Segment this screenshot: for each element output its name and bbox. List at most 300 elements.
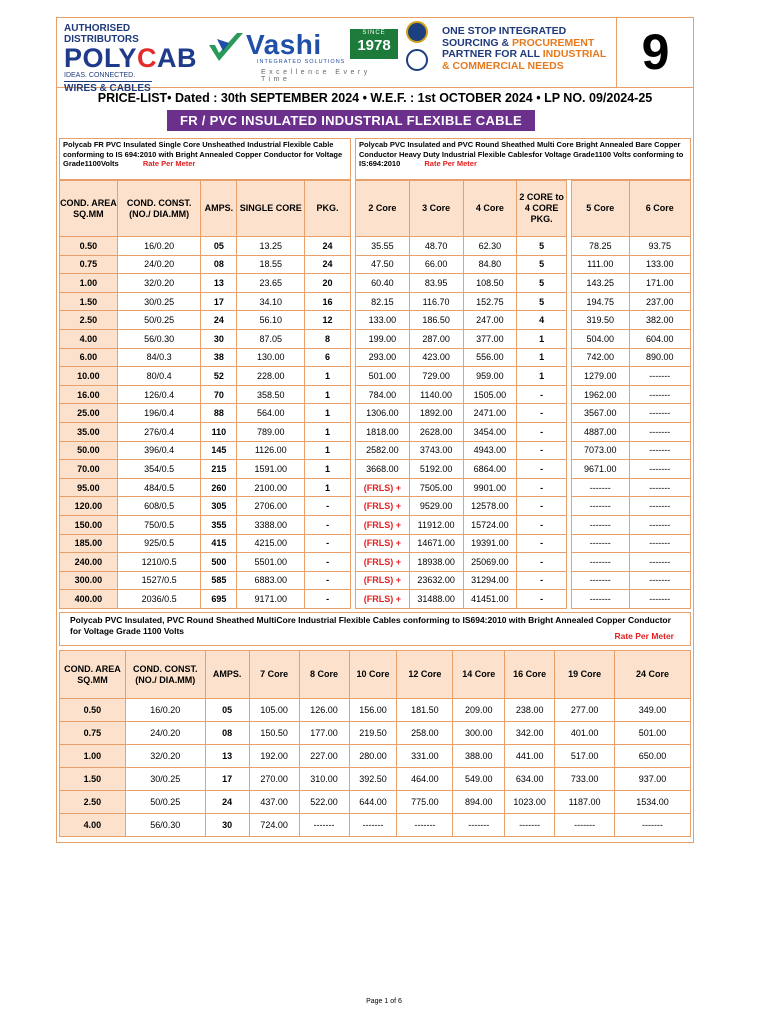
table-cell: -	[517, 460, 567, 479]
table-row	[572, 274, 691, 293]
table-cell: 319.50	[572, 311, 630, 330]
table-cell: 349.00	[615, 699, 691, 722]
table-cell: 93.75	[629, 237, 690, 256]
table-cell: -	[517, 478, 567, 497]
table-cell: 70	[201, 385, 237, 404]
table-cell: 937.00	[615, 768, 691, 791]
table-cell: 209.00	[453, 699, 505, 722]
table-cell: 156.00	[349, 699, 397, 722]
table-cell: 83.95	[409, 274, 463, 293]
table-cell: 9171.00	[237, 590, 305, 609]
table-cell: -------	[505, 814, 555, 837]
table-cell: 9901.00	[463, 478, 517, 497]
table-row	[356, 292, 567, 311]
table-cell: 1	[517, 348, 567, 367]
table-cell: 17	[205, 768, 249, 791]
table-cell: 133.00	[629, 255, 690, 274]
table-row	[356, 255, 567, 274]
table-cell: 18.55	[237, 255, 305, 274]
table-cell: 401.00	[555, 722, 615, 745]
table-cell: 293.00	[356, 348, 410, 367]
column-header: 16 Core	[505, 651, 555, 699]
table-cell: 5	[517, 237, 567, 256]
table-row	[60, 385, 351, 404]
table-cell: 05	[201, 237, 237, 256]
table-cell: 504.00	[572, 329, 630, 348]
table-cell: -	[517, 590, 567, 609]
table-cell: 62.30	[463, 237, 517, 256]
table-cell: 150.50	[249, 722, 299, 745]
table-cell: 300.00	[453, 722, 505, 745]
header	[56, 17, 694, 94]
table2-rate: Rate Per Meter	[614, 631, 674, 641]
table-row	[572, 385, 691, 404]
table-cell: 177.00	[299, 722, 349, 745]
table-cell: 310.00	[299, 768, 349, 791]
table-cell: 105.00	[249, 699, 299, 722]
table-cell: 13	[205, 745, 249, 768]
table-cell: 1306.00	[356, 404, 410, 423]
table-row	[356, 553, 567, 572]
vashi-name: Vashi	[246, 29, 322, 60]
table-cell: 35.00	[60, 422, 118, 441]
since-year: 1978	[357, 37, 391, 54]
table-cell: 12578.00	[463, 497, 517, 516]
onestop-line2a: SOURCING &	[442, 36, 513, 49]
price-line: PRICE-LIST• Dated : 30th SEPTEMBER 2024 • W.E.F. : 1st OCTOBER 2024 • LP NO. 09/2024-25	[97, 91, 653, 105]
table-cell: 260	[201, 478, 237, 497]
table-cell: 150.00	[60, 515, 118, 534]
table-row	[572, 497, 691, 516]
table-cell: -------	[629, 422, 690, 441]
table-cell: 08	[205, 722, 249, 745]
table-row	[572, 590, 691, 609]
table-cell: 441.00	[505, 745, 555, 768]
table-cell: 227.00	[299, 745, 349, 768]
table-cell: 305	[201, 497, 237, 516]
table-cell: 78.25	[572, 237, 630, 256]
table-cell: 6	[305, 348, 351, 367]
table-cell: 84/0.3	[117, 348, 201, 367]
table-cell: 5	[517, 292, 567, 311]
polycab-wordmark	[64, 43, 198, 73]
table-cell: 16/0.20	[117, 237, 201, 256]
table-row	[60, 441, 351, 460]
table-cell: 415	[201, 534, 237, 553]
table-cell: 215	[201, 460, 237, 479]
table-cell: 30/0.25	[117, 292, 201, 311]
table-cell: 247.00	[463, 311, 517, 330]
table-cell: 9671.00	[572, 460, 630, 479]
table-cell: -------	[629, 460, 690, 479]
table-cell: 5192.00	[409, 460, 463, 479]
table1-desc-left-text: Polycab FR PVC Insulated Single Core Unsheathed Industrial Flexible Cable conforming to IS 694:2010 with Bright Annealed Copper Conductor for Voltage Grade1100Volts	[63, 140, 343, 168]
header-row	[60, 651, 691, 699]
table-cell: 423.00	[409, 348, 463, 367]
table2-desc-text: Polycab PVC Insulated, PVC Round Sheathed MultiCore Industrial Flexible Cables conforming to IS694:2010 with Bright Annealed Copper Conductor for Voltage Grade 1100 Volts	[70, 615, 671, 636]
column-header: AMPS.	[205, 651, 249, 699]
since-badge	[350, 29, 398, 59]
table-cell: 775.00	[397, 791, 453, 814]
table-cell: 34.10	[237, 292, 305, 311]
table-cell: 789.00	[237, 422, 305, 441]
table-row	[60, 478, 351, 497]
header-row	[356, 181, 567, 237]
table-row	[572, 348, 691, 367]
table-cell: 729.00	[409, 367, 463, 386]
column-header: AMPS.	[201, 181, 237, 237]
table-cell: (FRLS) +	[356, 478, 410, 497]
table-cell: 08	[201, 255, 237, 274]
table-row	[60, 311, 351, 330]
certification-badges	[406, 21, 430, 83]
table-row	[60, 255, 351, 274]
table-cell: 17	[201, 292, 237, 311]
table-cell: -	[517, 571, 567, 590]
onestop-line3b: INDUSTRIAL	[542, 48, 607, 60]
table-cell: 2.50	[60, 311, 118, 330]
table-row	[60, 348, 351, 367]
table-cell: 1818.00	[356, 422, 410, 441]
brand-poly: POLY	[64, 43, 138, 73]
table-row	[572, 292, 691, 311]
table-cell: 13.25	[237, 237, 305, 256]
table-cell: -------	[555, 814, 615, 837]
since-label: SINCE	[362, 30, 386, 36]
column-header: 19 Core	[555, 651, 615, 699]
table-cell: 358.50	[237, 385, 305, 404]
table-cell: 181.50	[397, 699, 453, 722]
table-cell: 3743.00	[409, 441, 463, 460]
table-cell: 60.40	[356, 274, 410, 293]
table-cell: 199.00	[356, 329, 410, 348]
table-cell: 111.00	[572, 255, 630, 274]
table-cell: 2100.00	[237, 478, 305, 497]
table2-multicore	[59, 650, 691, 837]
onestop-line3a: PARTNER FOR ALL	[442, 48, 543, 60]
table-cell: 400.00	[60, 590, 118, 609]
table-row	[60, 422, 351, 441]
table-cell: 6883.00	[237, 571, 305, 590]
table-row	[572, 255, 691, 274]
table-cell: -	[305, 590, 351, 609]
table-cell: 549.00	[453, 768, 505, 791]
table-row	[572, 571, 691, 590]
table-cell: 608/0.5	[117, 497, 201, 516]
table-cell: 16	[305, 292, 351, 311]
table-cell: 556.00	[463, 348, 517, 367]
table-row	[356, 478, 567, 497]
table-cell: 388.00	[453, 745, 505, 768]
table-cell: 240.00	[60, 553, 118, 572]
table-cell: 66.00	[409, 255, 463, 274]
page-number: 9	[616, 17, 694, 87]
table-cell: -------	[299, 814, 349, 837]
brand-tagline: IDEAS. CONNECTED.	[64, 72, 136, 79]
table-cell: 564.00	[237, 404, 305, 423]
rating-badge-icon	[406, 49, 428, 71]
table-cell: 1187.00	[555, 791, 615, 814]
brand-ab: AB	[157, 43, 198, 73]
table-cell: 1279.00	[572, 367, 630, 386]
table-cell: -------	[572, 534, 630, 553]
table-cell: -------	[629, 553, 690, 572]
table-cell: 1527/0.5	[117, 571, 201, 590]
authorised-label: AUTHORISED DISTRIBUTORS	[64, 23, 139, 45]
table-row	[60, 460, 351, 479]
table-row	[60, 553, 351, 572]
table-cell: 108.50	[463, 274, 517, 293]
table-cell: 634.00	[505, 768, 555, 791]
table-cell: 238.00	[505, 699, 555, 722]
onestop-line1: ONE STOP INTEGRATED	[442, 25, 567, 37]
column-header: 10 Core	[349, 651, 397, 699]
table-cell: 87.05	[237, 329, 305, 348]
table-cell: -	[517, 441, 567, 460]
table-cell: -------	[629, 441, 690, 460]
table-cell: -------	[629, 404, 690, 423]
table-cell: 501.00	[615, 722, 691, 745]
table-cell: 3454.00	[463, 422, 517, 441]
table-cell: 50/0.25	[125, 791, 205, 814]
table-row	[572, 460, 691, 479]
table-cell: 13	[201, 274, 237, 293]
table-row	[356, 329, 567, 348]
table-cell: 742.00	[572, 348, 630, 367]
column-header: 5 Core	[572, 181, 630, 237]
table-cell: -	[517, 553, 567, 572]
table-cell: 354/0.5	[117, 460, 201, 479]
table-cell: 277.00	[555, 699, 615, 722]
table-cell: 145	[201, 441, 237, 460]
table-cell: 3567.00	[572, 404, 630, 423]
column-header: PKG.	[305, 181, 351, 237]
table-cell: 1140.00	[409, 385, 463, 404]
table-cell: 1962.00	[572, 385, 630, 404]
table-cell: 228.00	[237, 367, 305, 386]
table-cell: 890.00	[629, 348, 690, 367]
table-cell: -------	[629, 571, 690, 590]
table-cell: 186.50	[409, 311, 463, 330]
table-cell: 8	[305, 329, 351, 348]
table-cell: 4.00	[60, 814, 126, 837]
table-cell: 1534.00	[615, 791, 691, 814]
table-cell: -	[305, 497, 351, 516]
table-cell: 1505.00	[463, 385, 517, 404]
table-cell: 396/0.4	[117, 441, 201, 460]
table-cell: 464.00	[397, 768, 453, 791]
column-header: SINGLE CORE	[237, 181, 305, 237]
table-cell: (FRLS) +	[356, 553, 410, 572]
table-cell: 24/0.20	[117, 255, 201, 274]
table-cell: -------	[349, 814, 397, 837]
table-cell: 392.50	[349, 768, 397, 791]
column-header: 3 Core	[409, 181, 463, 237]
table-cell: 48.70	[409, 237, 463, 256]
table-row	[572, 515, 691, 534]
table-row	[356, 515, 567, 534]
table2-desc	[59, 612, 691, 646]
table-cell: 1892.00	[409, 404, 463, 423]
table-cell: 1023.00	[505, 791, 555, 814]
table-cell: 52	[201, 367, 237, 386]
table-cell: (FRLS) +	[356, 590, 410, 609]
table-row	[60, 699, 691, 722]
section-banner: FR / PVC INSULATED INDUSTRIAL FLEXIBLE CABLE	[167, 110, 535, 131]
table-row	[356, 590, 567, 609]
table-cell: 18938.00	[409, 553, 463, 572]
column-header: COND. AREA SQ.MM	[60, 181, 118, 237]
table-cell: 501.00	[356, 367, 410, 386]
table-cell: -	[517, 497, 567, 516]
table-cell: 959.00	[463, 367, 517, 386]
table-cell: 2628.00	[409, 422, 463, 441]
table-row	[356, 441, 567, 460]
table-cell: 724.00	[249, 814, 299, 837]
table-cell: 5	[517, 255, 567, 274]
table-cell: 342.00	[505, 722, 555, 745]
table-row	[356, 460, 567, 479]
table-cell: 3668.00	[356, 460, 410, 479]
table-cell: -------	[629, 515, 690, 534]
table-row	[572, 237, 691, 256]
table-cell: 750/0.5	[117, 515, 201, 534]
table-cell: 1	[305, 367, 351, 386]
table-row	[60, 722, 691, 745]
table-cell: 0.50	[60, 237, 118, 256]
table-row	[572, 478, 691, 497]
table-row	[356, 311, 567, 330]
table-row	[572, 404, 691, 423]
table-cell: 695	[201, 590, 237, 609]
table-cell: 4	[517, 311, 567, 330]
table-cell: 219.50	[349, 722, 397, 745]
table-cell: 1	[305, 385, 351, 404]
table-cell: 1126.00	[237, 441, 305, 460]
table-cell: 35.55	[356, 237, 410, 256]
table-cell: 2.50	[60, 791, 126, 814]
table-cell: 585	[201, 571, 237, 590]
table-cell: 38	[201, 348, 237, 367]
table-cell: 0.75	[60, 255, 118, 274]
table-row	[60, 571, 351, 590]
table-cell: 16/0.20	[125, 699, 205, 722]
table1-multi-core	[355, 180, 567, 609]
column-header: 12 Core	[397, 651, 453, 699]
table-cell: 2471.00	[463, 404, 517, 423]
table-cell: 82.15	[356, 292, 410, 311]
table-cell: 24	[305, 255, 351, 274]
table-cell: -------	[572, 515, 630, 534]
table-cell: 4215.00	[237, 534, 305, 553]
table-cell: 522.00	[299, 791, 349, 814]
table-cell: 644.00	[349, 791, 397, 814]
table-cell: 41451.00	[463, 590, 517, 609]
table-cell: -------	[572, 590, 630, 609]
table-cell: 331.00	[397, 745, 453, 768]
table-cell: 20	[305, 274, 351, 293]
table-cell: 382.00	[629, 311, 690, 330]
table-cell: 1	[305, 441, 351, 460]
table-cell: -------	[615, 814, 691, 837]
table-row	[356, 422, 567, 441]
table-cell: 05	[205, 699, 249, 722]
table-cell: 258.00	[397, 722, 453, 745]
table-cell: 1	[305, 404, 351, 423]
table-cell: 604.00	[629, 329, 690, 348]
table1-rate-left: Rate Per Meter	[142, 159, 196, 168]
table-cell: -------	[572, 497, 630, 516]
table-cell: 24	[201, 311, 237, 330]
table-cell: -------	[629, 367, 690, 386]
table-cell: -	[305, 534, 351, 553]
table-cell: 1	[305, 460, 351, 479]
table-row	[356, 497, 567, 516]
table-cell: 11912.00	[409, 515, 463, 534]
table-cell: 19391.00	[463, 534, 517, 553]
table-row	[60, 534, 351, 553]
table-cell: 31294.00	[463, 571, 517, 590]
table-row	[60, 237, 351, 256]
table-cell: -	[305, 553, 351, 572]
table-row	[60, 497, 351, 516]
table-cell: 2582.00	[356, 441, 410, 460]
table-cell: 270.00	[249, 768, 299, 791]
table-row	[60, 367, 351, 386]
table-cell: 484/0.5	[117, 478, 201, 497]
header-row	[60, 181, 351, 237]
table-cell: 70.00	[60, 460, 118, 479]
table-cell: 56/0.30	[117, 329, 201, 348]
table-cell: 143.25	[572, 274, 630, 293]
brand-c: C	[137, 43, 158, 73]
table-row	[356, 274, 567, 293]
table-cell: 15724.00	[463, 515, 517, 534]
table-cell: 130.00	[237, 348, 305, 367]
table-cell: (FRLS) +	[356, 497, 410, 516]
table-cell: 1591.00	[237, 460, 305, 479]
table-cell: 88	[201, 404, 237, 423]
table-cell: 95.00	[60, 478, 118, 497]
table-cell: 80/0.4	[117, 367, 201, 386]
table-cell: 784.00	[356, 385, 410, 404]
table1-desc-right-text: Polycab PVC Insulated and PVC Round Sheathed Multi Core Bright Annealed Bare Copper Conductor Heavy Duty Industrial Flexible Cablesfor Voltage Grade1100 Volts conforming to IS:694:2010	[359, 140, 684, 168]
table-cell: 6864.00	[463, 460, 517, 479]
onestop-tagline	[442, 26, 612, 72]
table-row	[356, 348, 567, 367]
table-cell: -------	[572, 553, 630, 572]
table-cell: 733.00	[555, 768, 615, 791]
table-cell: 1.00	[60, 274, 118, 293]
column-header: 2 CORE to 4 CORE PKG.	[517, 181, 567, 237]
table-cell: 50.00	[60, 441, 118, 460]
iso-badge-icon	[406, 21, 428, 43]
table-cell: 23632.00	[409, 571, 463, 590]
table-cell: 4943.00	[463, 441, 517, 460]
table-cell: -------	[397, 814, 453, 837]
table-cell: -------	[453, 814, 505, 837]
table-cell: (FRLS) +	[356, 515, 410, 534]
table-cell: 192.00	[249, 745, 299, 768]
table-cell: 1	[305, 422, 351, 441]
table-row	[60, 768, 691, 791]
table-cell: 650.00	[615, 745, 691, 768]
column-header: 8 Core	[299, 651, 349, 699]
table-row	[356, 534, 567, 553]
table1-single-core	[59, 180, 351, 609]
table1-5-6-core	[571, 180, 691, 609]
table-cell: 133.00	[356, 311, 410, 330]
